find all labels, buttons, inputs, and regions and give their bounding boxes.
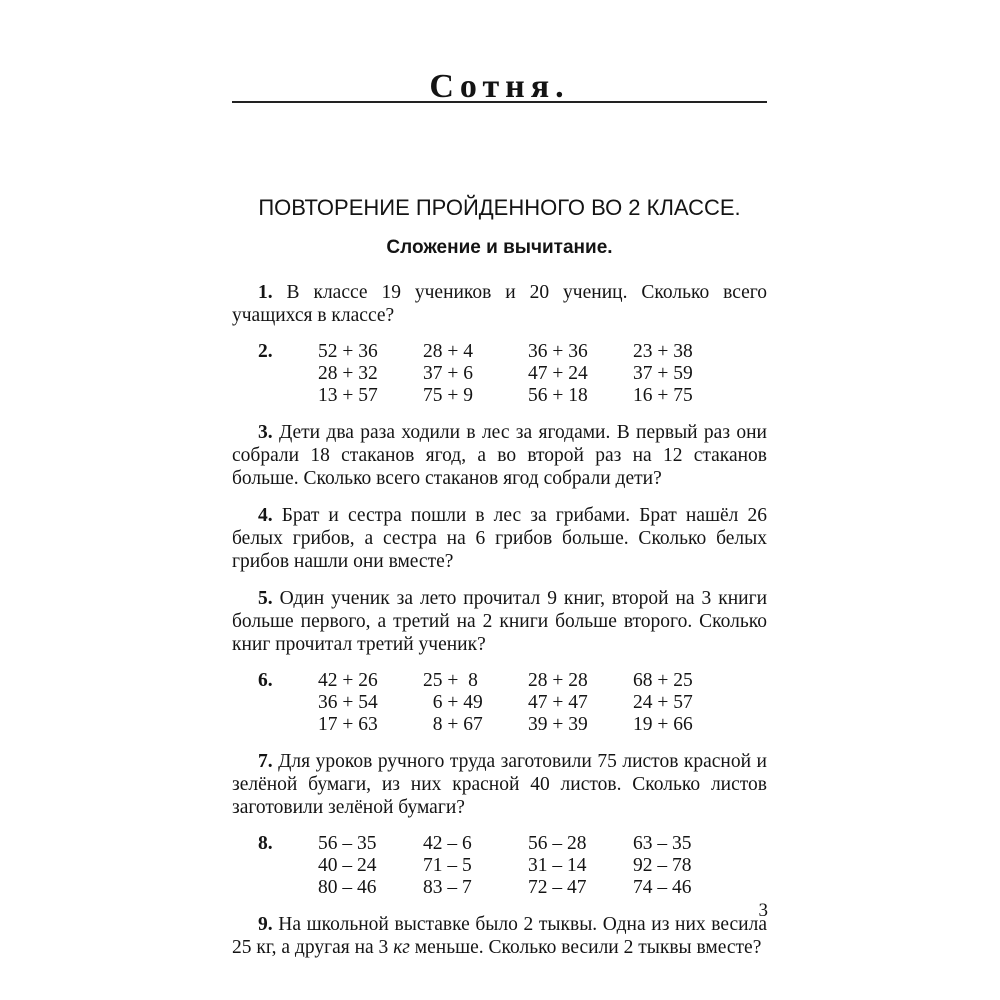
task-8-exercises (258, 833, 767, 899)
expression: 39 + 39 (528, 714, 588, 735)
expression: 56 + 18 (528, 385, 588, 406)
task-7 (232, 750, 767, 819)
task-4 (232, 504, 767, 573)
task-number: 7. (258, 751, 273, 772)
expression: 42 + 26 (318, 670, 378, 691)
task-text: В классе 19 учеников и 20 учениц. Сколько всего учащихся в классе? (232, 282, 768, 326)
expression: 75 + 9 (423, 385, 473, 406)
unit-italic: кг (393, 937, 410, 958)
expression: 23 + 38 (633, 341, 693, 362)
task-text: Один ученик за лето прочитал 9 книг, второй на 3 книги больше первого, а третий на 2 книги больше второго. Сколько книг прочитал третий ученик? (232, 588, 768, 655)
expression: 28 + 28 (528, 670, 588, 691)
expression: 13 + 57 (318, 385, 378, 406)
expression: 40 – 24 (318, 855, 377, 876)
task-9 (232, 913, 767, 959)
task-number: 9. (258, 914, 273, 935)
task-number: 6. (258, 670, 273, 691)
expression: 63 – 35 (633, 833, 692, 854)
expression: 28 + 4 (423, 341, 473, 362)
expression: 8 + 67 (423, 714, 483, 735)
expression: 28 + 32 (318, 363, 378, 384)
task-number: 8. (258, 833, 273, 854)
task-text: Дети два раза ходили в лес за ягодами. В первый раз они собрали 18 стаканов ягод, а во второй раз на 12 стаканов больше. Сколько всего стаканов ягод собрали дети? (232, 422, 767, 489)
expression: 47 + 47 (528, 692, 588, 713)
expression: 36 + 36 (528, 341, 588, 362)
expression: 52 + 36 (318, 341, 378, 362)
task-number: 2. (258, 341, 273, 362)
expression: 6 + 49 (423, 692, 483, 713)
task-5 (232, 587, 767, 656)
expression: 80 – 46 (318, 877, 377, 898)
expression: 37 + 59 (633, 363, 693, 384)
task-number: 1. (258, 282, 273, 303)
page-number: 3 (758, 900, 768, 921)
task-text: Брат и сестра пошли в лес за грибами. Брат нашёл 26 белых грибов, а сестра на 6 грибов больше. Сколько белых грибов нашли они вместе? (232, 505, 768, 572)
expression: 71 – 5 (423, 855, 472, 876)
expression: 31 – 14 (528, 855, 587, 876)
expression: 37 + 6 (423, 363, 473, 384)
subsection-title: Сложение и вычитание. (386, 237, 613, 258)
expression: 42 – 6 (423, 833, 472, 854)
expression: 19 + 66 (633, 714, 693, 735)
expression: 74 – 46 (633, 877, 692, 898)
expression: 83 – 7 (423, 877, 472, 898)
task-number: 4. (258, 505, 273, 526)
expression: 68 + 25 (633, 670, 693, 691)
expression: 24 + 57 (633, 692, 693, 713)
task-text-end: меньше. Сколько весили 2 тыквы вместе? (409, 937, 762, 958)
task-1 (232, 281, 767, 327)
expression: 25 + 8 (423, 670, 478, 691)
task-6-exercises (258, 670, 767, 736)
expression: 16 + 75 (633, 385, 693, 406)
chapter-title: Сотня. (429, 68, 570, 105)
task-text: Для уроков ручного труда заготовили 75 листов красной и зелёной бумаги, из них красной 40 листов. Сколько листов заготовили зелёной бумаги? (232, 751, 767, 818)
expression: 92 – 78 (633, 855, 692, 876)
expression: 47 + 24 (528, 363, 588, 384)
header-rule (232, 101, 767, 103)
expression: 72 – 47 (528, 877, 587, 898)
expression: 17 + 63 (318, 714, 378, 735)
section-title: ПОВТОРЕНИЕ ПРОЙДЕННОГО ВО 2 КЛАССЕ. (258, 195, 741, 220)
task-number: 5. (258, 588, 273, 609)
page-content (232, 196, 767, 973)
expression: 36 + 54 (318, 692, 378, 713)
expression: 56 – 28 (528, 833, 587, 854)
task-text: На школьной выставке было 2 тыквы. Одна из них весила 25 кг, а другая на 3 (232, 914, 768, 958)
task-2-exercises (258, 341, 767, 407)
task-3 (232, 421, 767, 490)
task-number: 3. (258, 422, 273, 443)
expression: 56 – 35 (318, 833, 377, 854)
